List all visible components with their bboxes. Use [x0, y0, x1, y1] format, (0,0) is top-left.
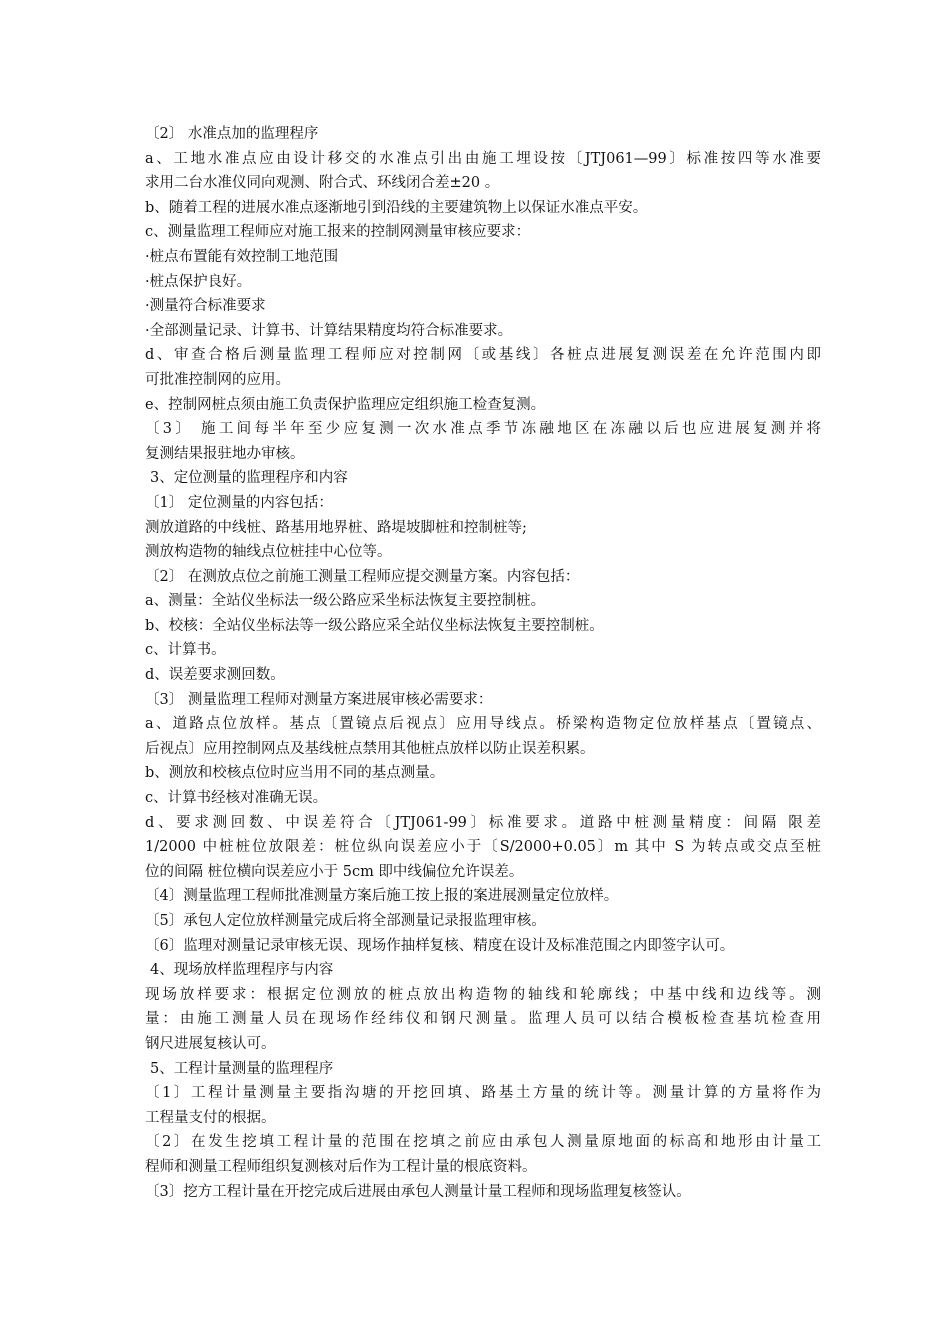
text-line: 求用二台水准仪同向观测、附合式、环线闭合差±20 。	[145, 175, 500, 192]
text-line: 工程量支付的根据。	[145, 1109, 276, 1126]
text-line: 〔2〕 在测放点位之前施工测量工程师应提交测量方案。内容包括：	[145, 568, 580, 585]
text-line: 〔4〕测量监理工程师批准测量方案后施工按上报的案进展测量定位放样。	[145, 888, 619, 905]
text-line: a、道路点位放样。基点〔置镜点后视点〕应用导线点。桥梁构造物定位放样基点〔置镜点、	[145, 716, 821, 733]
text-line: 测放构造物的轴线点位桩挂中心位等。	[145, 544, 392, 561]
text-line: ·桩点布置能有效控制工地范围	[145, 248, 339, 265]
text-line: 可批准控制网的应用。	[145, 371, 290, 388]
text-line: 〔1〕工程计量测量主要指沟塘的开挖回填、路基土方量的统计等。测量计算的方量将作为	[145, 1085, 821, 1102]
section-heading: 3、定位测量的监理程序和内容	[150, 470, 348, 487]
section-heading: 5、工程计量测量的监理程序	[150, 1060, 334, 1077]
section-heading: 4、现场放样监理程序与内容	[150, 962, 334, 979]
text-line: 〔1〕 定位测量的内容包括：	[145, 494, 333, 511]
text-line: 量：由施工测量人员在现场作经纬仪和钢尺测量。监理人员可以结合模板检查基坑检查用	[145, 1011, 821, 1028]
text-line: 后视点〕应用控制网点及基线桩点禁用其他桩点放样以防止误差积累。	[145, 740, 595, 757]
text-line: ·测量符合标准要求	[145, 298, 266, 315]
text-line: 〔3〕 测量监理工程师对测量方案进展审核必需要求：	[145, 691, 493, 708]
text-line: d、审查合格后测量监理工程师应对控制网〔或基线〕各桩点进展复测误差在允许范围内即	[145, 347, 821, 364]
text-line: d、要求测回数、中误差符合〔JTJ061-99〕标准要求。道路中桩测量精度：间隔 限差	[145, 814, 821, 831]
document-body	[145, 122, 821, 1204]
text-line: ·桩点保护良好。	[145, 273, 252, 290]
text-line: a、测量：全站仪坐标法一级公路应采坐标法恢复主要控制桩。	[145, 593, 546, 610]
text-line: 〔5〕承包人定位放样测量完成后将全部测量记录报监理审核。	[145, 913, 546, 929]
text-line: 现场放样要求：根据定位测放的桩点放出构造物的轴线和轮廓线；中基中线和边线等。测	[145, 986, 821, 1003]
text-line: c、计算书。	[145, 642, 226, 659]
text-line: b、校核：全站仪坐标法等一级公路应采全站仪坐标法恢复主要控制桩。	[145, 617, 604, 634]
text-line: 钢尺进展复核认可。	[145, 1035, 276, 1052]
text-line: 〔3〕 施工间每半年至少应复测一次水准点季节冻融地区在冻融以后也应进展复测并将	[145, 421, 821, 438]
text-line: 〔3〕挖方工程计量在开挖完成后进展由承包人测量计量工程师和现场监理复核签认。	[145, 1183, 691, 1200]
text-line: 〔2〕 水准点加的监理程序	[145, 126, 319, 142]
text-line: 测放道路的中线桩、路基用地界桩、路堤坡脚桩和控制桩等;	[145, 519, 527, 536]
text-line: c、测量监理工程师应对施工报来的控制网测量审核应要求：	[145, 224, 531, 241]
text-line: d、误差要求测回数。	[145, 667, 285, 684]
text-line: b、随着工程的进展水准点逐渐地引到沿线的主要建筑物上以保证水准点平安。	[145, 199, 648, 216]
text-line: 复测结果报驻地办审核。	[145, 445, 305, 462]
text-line: ·全部测量记录、计算书、计算结果精度均符合标准要求。	[145, 322, 513, 339]
text-line: 〔6〕监理对测量记录审核无误、现场作抽样复核、精度在设计及标准范围之内即签字认可。	[145, 937, 735, 954]
text-line: 位的间隔 桩位横向误差应小于 5cm 即中线偏位允许误差。	[145, 863, 524, 880]
text-line: 程师和测量工程师组织复测核对后作为工程计量的根底资料。	[145, 1158, 537, 1175]
text-line: a、工地水准点应由设计移交的水准点引出由施工埋设按〔JTJ061—99〕标准按四等水准要	[145, 150, 821, 167]
text-line: 1/2000 中桩桩位放限差：桩位纵向误差应小于〔S/2000+0.05〕m 其中 S 为转点或交点至桩	[145, 839, 821, 856]
text-line: c、计算书经核对准确无误。	[145, 790, 328, 807]
text-line: 〔2〕在发生挖填工程计量的范围在挖填之前应由承包人测量原地面的标高和地形由计量工	[145, 1134, 821, 1151]
text-line: b、测放和校核点位时应当用不同的基点测量。	[145, 765, 445, 782]
text-line: e、控制网桩点须由施工负责保护监理应定组织施工检查复测。	[145, 396, 546, 413]
